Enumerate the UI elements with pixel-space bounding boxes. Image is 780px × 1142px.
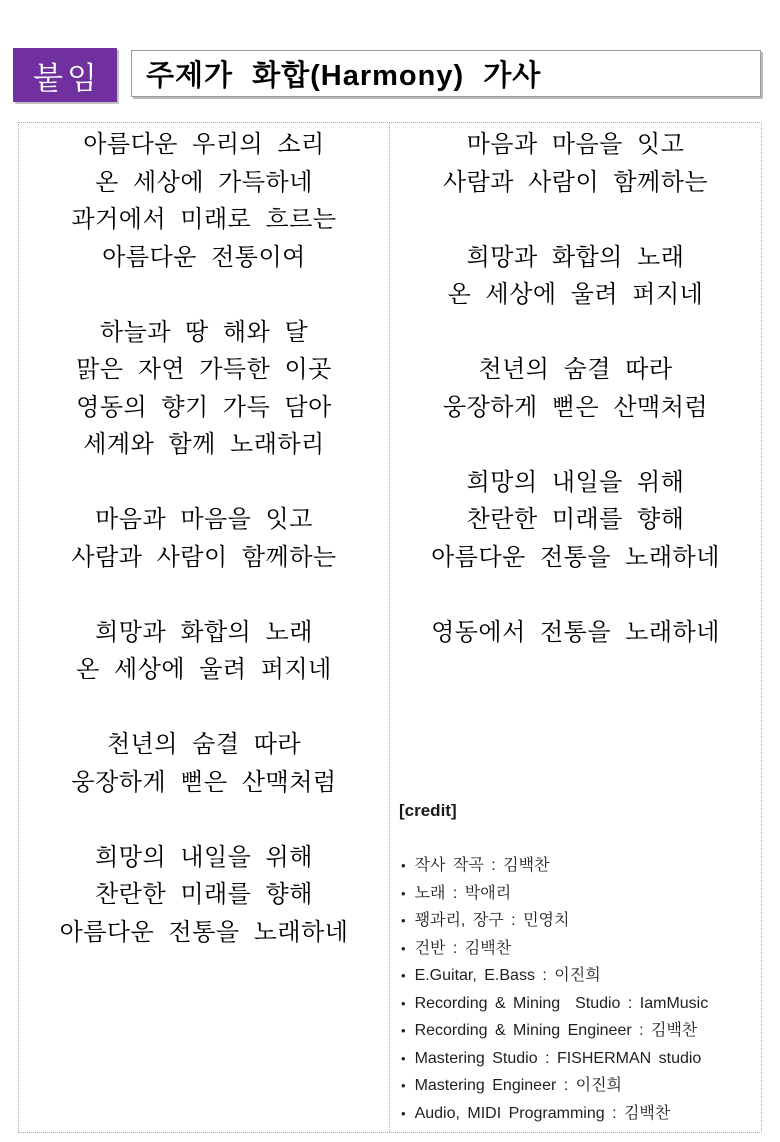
bullet-icon: • xyxy=(401,858,406,873)
lyric-line: 온 세상에 울려 퍼지네 xyxy=(447,281,704,308)
bullet-icon: • xyxy=(401,1078,406,1093)
credit-item xyxy=(399,1100,757,1128)
verse xyxy=(390,614,761,652)
credit-text: Audio, MIDI Programming : 김백찬 xyxy=(414,1104,671,1122)
lyric-line: 아름다운 전통을 노래하네 xyxy=(431,543,720,571)
lyric-line: 영동에서 전통을 노래하네 xyxy=(431,618,720,646)
lyric-line: 세계와 함께 노래하리 xyxy=(83,431,325,458)
attachment-badge: 붙임 xyxy=(13,48,117,102)
lyric-line: 천년의 숨결 따라 xyxy=(478,356,673,383)
credit-item xyxy=(399,990,757,1018)
credit-text: 꽹과리, 장구 : 민영치 xyxy=(414,912,570,929)
lyric-line: 사람과 사람이 함께하는 xyxy=(442,168,709,196)
lyric-line: 온 세상에 가득하네 xyxy=(95,168,313,196)
credit-text: Recording & Mining Studio : IamMusic xyxy=(414,994,709,1012)
verse xyxy=(390,351,761,426)
lyric-line: 희망과 화합의 노래 xyxy=(466,243,685,271)
credit-text: 노래 : 박애리 xyxy=(414,884,512,902)
lyric-line: 온 세상에 울려 퍼지네 xyxy=(76,656,332,683)
lyric-line: 희망과 화합의 노래 xyxy=(95,618,313,646)
lyric-line: 아름다운 전통이여 xyxy=(102,243,306,271)
credit-item xyxy=(399,852,757,880)
credit-text: 작사 작곡 : 김백찬 xyxy=(414,857,550,874)
credit-item xyxy=(399,962,757,990)
credit-text: Recording & Mining Engineer : 김백찬 xyxy=(414,1022,698,1039)
credit-item xyxy=(399,1017,757,1045)
credit-item xyxy=(399,880,757,908)
credit-item xyxy=(399,1045,757,1073)
lyric-line: 하늘과 땅 해와 달 xyxy=(99,318,309,346)
credit-item xyxy=(399,935,757,963)
verse xyxy=(19,726,389,801)
verse xyxy=(19,314,389,464)
lyrics-column-left xyxy=(19,123,390,1132)
bullet-icon: • xyxy=(401,1023,406,1038)
lyric-line: 맑은 자연 가득한 이곳 xyxy=(76,356,332,383)
lyric-line: 아름다운 우리의 소리 xyxy=(83,131,325,158)
bullet-icon: • xyxy=(401,913,406,928)
credit-section xyxy=(390,801,761,1127)
credit-text: 건반 : 김백찬 xyxy=(414,939,512,957)
verse xyxy=(390,126,761,201)
credit-list xyxy=(399,852,757,1127)
verse xyxy=(19,839,389,952)
credit-text: E.Guitar, E.Bass : 이진희 xyxy=(414,967,601,984)
lyric-line: 찬란한 미래를 향해 xyxy=(466,506,685,533)
lyric-line: 찬란한 미래를 향해 xyxy=(95,881,313,908)
lyric-line: 영동의 향기 가득 담아 xyxy=(76,393,332,421)
lyric-line: 마음과 마음을 잇고 xyxy=(95,506,313,533)
credit-item xyxy=(399,907,757,935)
bullet-icon: • xyxy=(401,995,406,1011)
bullet-icon: • xyxy=(401,1050,406,1066)
lyric-line: 희망의 내일을 위해 xyxy=(95,843,313,871)
credit-item xyxy=(399,1072,757,1100)
lyric-line: 아름다운 전통을 노래하네 xyxy=(59,918,349,946)
bullet-icon: • xyxy=(401,885,406,901)
lyrics-right-verses xyxy=(390,126,761,651)
bullet-icon: • xyxy=(401,940,406,956)
lyric-line: 마음과 마음을 잇고 xyxy=(466,131,685,158)
lyric-line: 웅장하게 뻗은 산맥처럼 xyxy=(71,768,337,796)
lyric-line: 천년의 숨결 따라 xyxy=(106,731,302,758)
title-box xyxy=(131,50,761,97)
verse xyxy=(19,614,389,689)
bullet-icon: • xyxy=(401,1105,406,1121)
verse xyxy=(19,501,389,576)
credit-text: Mastering Engineer : 이진희 xyxy=(414,1077,623,1094)
bullet-icon: • xyxy=(401,968,406,983)
lyric-line: 사람과 사람이 함께하는 xyxy=(71,543,337,571)
lyrics-table xyxy=(18,122,762,1133)
verse xyxy=(390,239,761,314)
lyric-line: 희망의 내일을 위해 xyxy=(466,468,685,496)
credit-heading: [credit] xyxy=(399,801,457,820)
verse xyxy=(19,126,389,276)
lyric-line: 과거에서 미래로 흐르는 xyxy=(71,206,337,233)
page-title: 주제가 화합(Harmony) 가사 xyxy=(146,60,542,92)
verse xyxy=(390,464,761,577)
lyrics-column-right xyxy=(390,123,761,1132)
credit-text: Mastering Studio : FISHERMAN studio xyxy=(414,1049,702,1067)
lyric-line: 웅장하게 뻗은 산맥처럼 xyxy=(442,393,709,421)
